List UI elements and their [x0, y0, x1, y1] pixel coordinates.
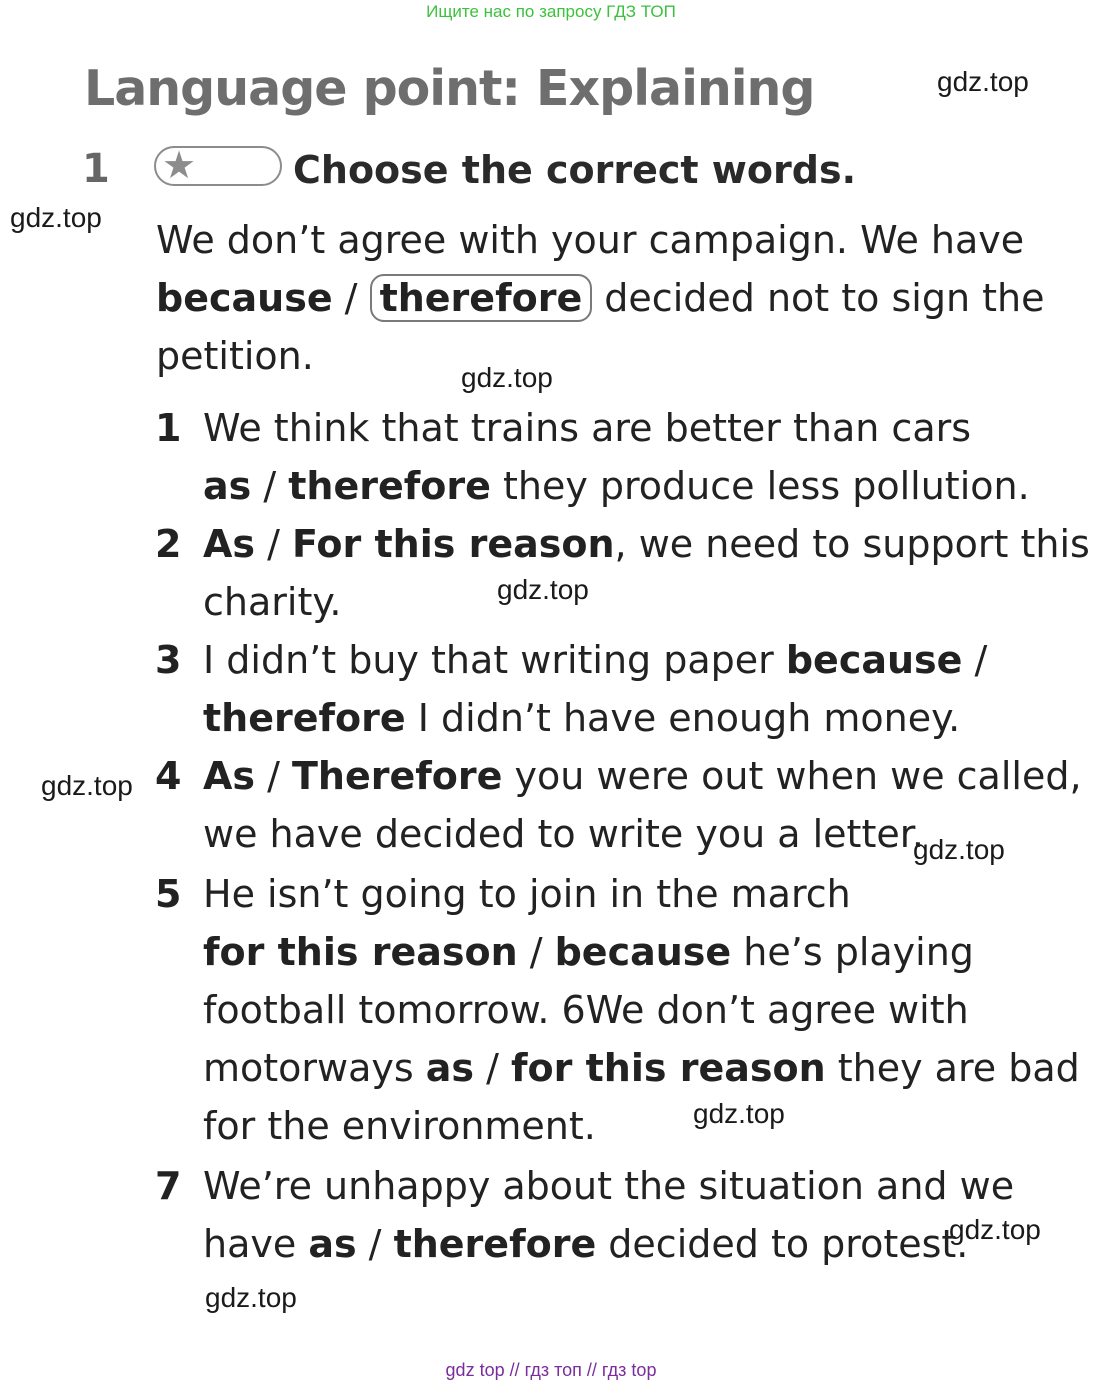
option-word[interactable]: therefore	[203, 696, 406, 740]
option-word[interactable]: As	[203, 754, 256, 798]
item-text: you were out when we called,	[502, 754, 1082, 798]
item-number: 2	[155, 522, 182, 566]
separator: /	[962, 638, 988, 682]
footer-links[interactable]: gdz top // гдз топ // гдз top	[445, 1360, 657, 1380]
separator: /	[255, 754, 292, 798]
star-icon: ★	[162, 143, 197, 187]
separator: /	[356, 1222, 394, 1266]
watermark: gdz.top	[205, 1282, 297, 1313]
item-text: , we need to support this	[614, 522, 1090, 566]
option-word[interactable]: because	[785, 638, 963, 682]
item-line: We’re unhappy about the situation and we	[203, 1164, 1015, 1208]
option-word[interactable]: as	[425, 1046, 475, 1090]
item-number: 5	[155, 872, 182, 916]
option-word[interactable]: as	[203, 464, 252, 508]
watermark: gdz.top	[693, 1098, 785, 1129]
watermark: gdz.top	[41, 770, 133, 801]
item-line	[203, 1220, 968, 1268]
item-text: motorways	[203, 1046, 426, 1090]
watermark: gdz.top	[913, 834, 1005, 865]
watermark: gdz.top	[937, 66, 1029, 97]
watermark: gdz.top	[949, 1214, 1041, 1245]
item-text: decided to protest.	[596, 1222, 969, 1266]
item-line	[203, 462, 1030, 510]
watermark: gdz.top	[461, 362, 553, 393]
separator: /	[474, 1046, 512, 1090]
option-word[interactable]: for this reason	[511, 1046, 826, 1090]
item-line	[203, 928, 974, 976]
item-line: we have decided to write you a letter.	[203, 812, 924, 856]
item-number: 7	[155, 1164, 182, 1208]
option-word[interactable]: Therefore	[292, 754, 503, 798]
option-word[interactable]: because	[554, 930, 732, 974]
item-line	[203, 636, 987, 684]
item-text: I didn’t have enough money.	[405, 696, 961, 740]
item-number: 1	[155, 406, 182, 450]
option-word[interactable]: as	[308, 1222, 357, 1266]
item-text: they are bad	[825, 1046, 1080, 1090]
item-text: they produce less pollution.	[490, 464, 1030, 508]
separator: /	[255, 522, 292, 566]
item-line	[203, 694, 960, 742]
watermark: gdz.top	[10, 202, 102, 233]
separator: /	[251, 464, 289, 508]
item-text: I didn’t buy that writing paper	[203, 638, 786, 682]
item-text: he’s playing	[731, 930, 974, 974]
watermark: gdz.top	[497, 574, 589, 605]
page-title: Language point: Explaining	[84, 60, 815, 117]
example-line: We don’t agree with your campaign. We have	[156, 218, 1025, 262]
example-text: decided not to sign the	[592, 276, 1045, 320]
item-number: 3	[155, 638, 182, 682]
option-word[interactable]: therefore	[288, 464, 491, 508]
item-line: We think that trains are better than cars	[203, 406, 972, 450]
separator: /	[332, 276, 370, 320]
option-word[interactable]: For this reason	[292, 522, 615, 566]
option-word: because	[156, 276, 333, 320]
circled-answer: therefore	[370, 274, 593, 322]
item-line: charity.	[203, 580, 342, 624]
search-banner[interactable]: Ищите нас по запросу ГДЗ ТОП	[426, 2, 676, 21]
exercise-instruction: Choose the correct words.	[293, 148, 857, 192]
item-line: for the environment.	[203, 1104, 596, 1148]
option-word[interactable]: therefore	[393, 1222, 597, 1266]
item-text: have	[203, 1222, 309, 1266]
item-number: 4	[155, 754, 182, 798]
difficulty-badge	[154, 143, 282, 187]
exercise-number: 1	[82, 146, 110, 192]
item-line: He isn’t going to join in the march	[203, 872, 851, 916]
separator: /	[517, 930, 555, 974]
item-line	[203, 520, 1090, 568]
example-line: petition.	[156, 334, 314, 378]
option-word[interactable]: for this reason	[203, 930, 518, 974]
item-line	[203, 752, 1082, 800]
option-word[interactable]: As	[203, 522, 256, 566]
item-line	[203, 1044, 1080, 1092]
example-line	[156, 274, 1045, 322]
item-line: football tomorrow. 6We don’t agree with	[203, 988, 969, 1032]
